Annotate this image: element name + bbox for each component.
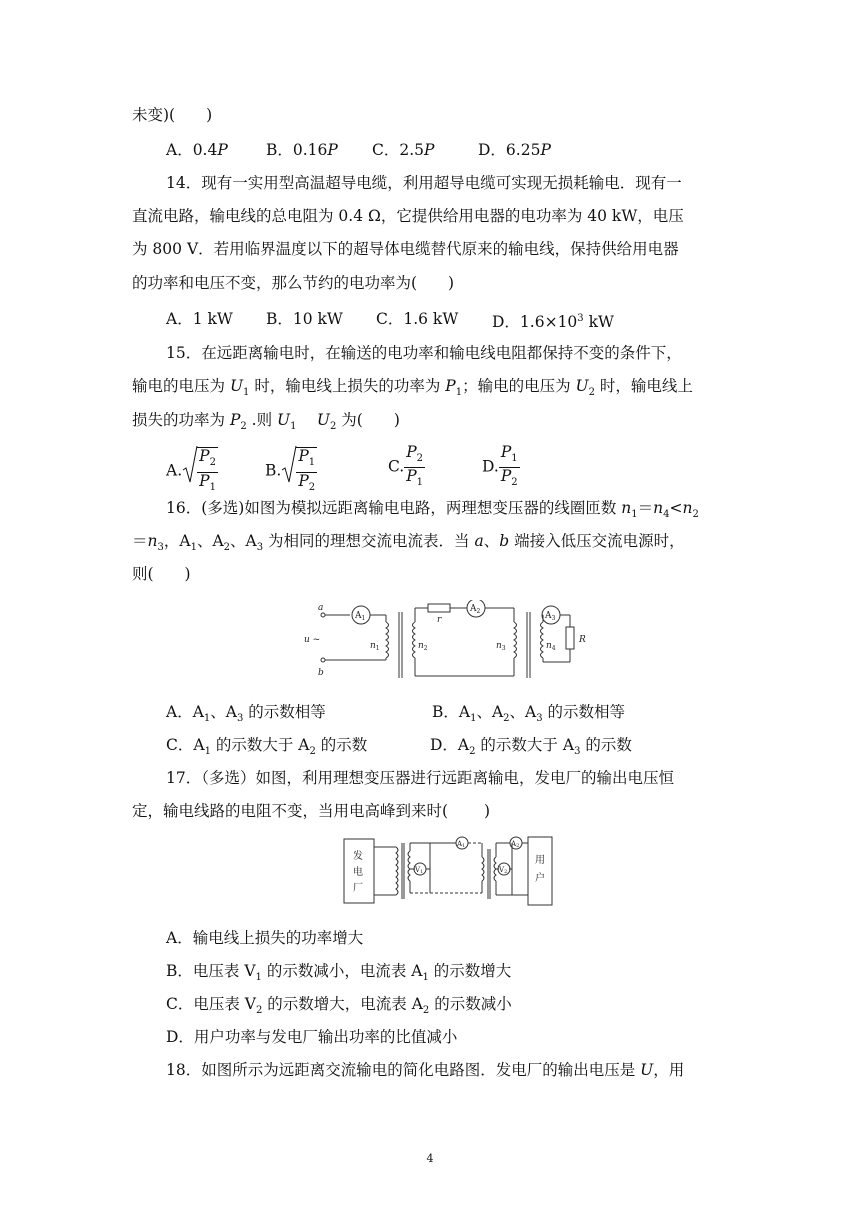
coil-n2-label: $n_2$ [418,641,428,652]
q17-option-a: A．输电线上损失的功率增大 [166,929,364,947]
q17-line-2: 定，输电线路的电阻不变，当用电高峰到来时( ) [132,802,491,820]
terminal-a-label: a [318,603,324,613]
q13-option-b: B．0.16P [266,141,338,159]
q16-option-b: B．$A_1$、$A_2$、$A_3$ 的示数相等 [432,703,626,725]
q15-option-d: D. $\frac{P_1}{P_2}$ [482,444,520,491]
q16-line-1: 16．(多选)如图为模拟远距离输电电路，两理想变压器的线圈匝数 $n_1=n_4<n_2$ [166,499,699,521]
q17-option-b: B．电压表 $V_1$ 的示数减小，电流表 $A_1$ 的示数增大 [166,962,512,984]
q15-option-a: A. $\frac{P_2}{P_1}$ [166,444,218,499]
q16-circuit-diagram [300,600,590,686]
voltmeter-v1-label: V1 [415,866,424,875]
q15-line-1: 15．在远距离输电时，在输送的电功率和输电线电阻都保持不变的条件下， [166,344,682,362]
q16-option-d: D．$A_2$ 的示数大于 $A_3$ 的示数 [430,736,632,758]
page-number: 4 [426,1152,434,1165]
q17-option-d: D．用户功率与发电厂输出功率的比值减小 [166,1028,458,1046]
coil-n1-label: $n_1$ [370,641,380,652]
q18-line-1: 18．如图所示为远距离交流输电的简化电路图．发电厂的输出电压是 U，用 [166,1061,685,1079]
voltmeter-v2-label: V2 [499,866,508,875]
coil-n4-label: $n_4$ [546,641,556,652]
q15-option-c: C. $\frac{P_2}{P_1}$ [388,444,425,491]
ammeter-a3-label: $A_3$ [545,611,556,622]
q17-option-c: C．电压表 $V_2$ 的示数增大，电流表 $A_2$ 的示数减小 [166,995,512,1017]
q15-line-3: 损失的功率为 $P_2$ .则 $U_1$ $U_2$ 为( ) [132,411,400,433]
user-label-2: 户 [535,873,545,884]
q17-line-1: 17．（多选）如图，利用理想变压器进行远距离输电，发电厂的输出电压恒 [166,769,674,787]
fraction: $\frac{P_2}{P_1}$ [406,443,424,489]
ammeter-a1-label: A1 [457,840,466,849]
ammeter-a1-label: $A_1$ [355,611,366,622]
q15-option-b: B. $\frac{P_1}{P_2}$ [265,444,317,499]
q15-line-2: 输电的电压为 $U_1$ 时，输电线上损失的功率为 $P_1$；输电的电压为 $U_2$ 时，输电线上 [132,377,693,399]
q16-option-a: A．$A_1$、$A_3$ 的示数相等 [166,703,326,725]
q16-line-3: 则( ) [132,565,191,583]
power-plant-label-2: 电 [353,867,363,878]
q13-option-d: D．6.25P [478,141,551,159]
fraction: $\frac{P_2}{P_1}$ [197,447,218,495]
q14-line-4: 的功率和电压不变，那么节约的电功率为( ) [132,274,455,292]
q14-line-2: 直流电路，输电线的总电阻为 0.4 Ω，它提供给用电器的电功率为 40 kW，电压 [132,207,684,225]
sqrt-sign [281,444,297,499]
q14-line-3: 为 800 V．若用临界温度以下的超导体电缆替代原来的输电线，保持供给用电器 [132,240,679,258]
q13-option-a: A．0.4P [166,141,228,159]
q14-option-d: D．$1.6\times 10^3$ kW [492,313,614,332]
user-label-1: 用 [535,855,545,866]
coil-n3-label: $n_3$ [496,641,506,652]
q14-option-b: B．10 kW [266,310,343,328]
fraction: $\frac{P_1}{P_2}$ [500,443,518,489]
fraction: $\frac{P_1}{P_2}$ [296,447,317,495]
q13-continuation: 未变)( ) [132,106,213,124]
q16-option-c: C．$A_1$ 的示数大于 $A_2$ 的示数 [166,736,368,758]
ammeter-a2-label: $A_2$ [470,604,481,615]
q13-option-c: C．2.5P [372,141,435,159]
q16-line-2: $=n_3$，$A_1$、$A_2$、$A_3$ 为相同的理想交流电流表．当 a、b 端接入低压交流电源时， [132,532,685,554]
resistor-r-label: r [437,615,442,625]
q17-circuit-diagram [340,833,556,913]
power-plant-label-1: 发 [353,851,363,862]
q14-option-a: A．1 kW [166,310,233,328]
resistor-load-label: R [579,635,586,645]
source-u-label: u ~ [304,635,321,645]
q14-option-c: C．1.6 kW [376,310,459,328]
ammeter-a2-label: A2 [511,840,520,849]
sqrt-sign [182,444,198,499]
q14-line-1: 14．现有一实用型高温超导电缆，利用超导电缆可实现无损耗输电．现有一 [166,174,682,192]
terminal-b-label: b [318,668,324,678]
power-plant-label-3: 厂 [353,883,363,894]
